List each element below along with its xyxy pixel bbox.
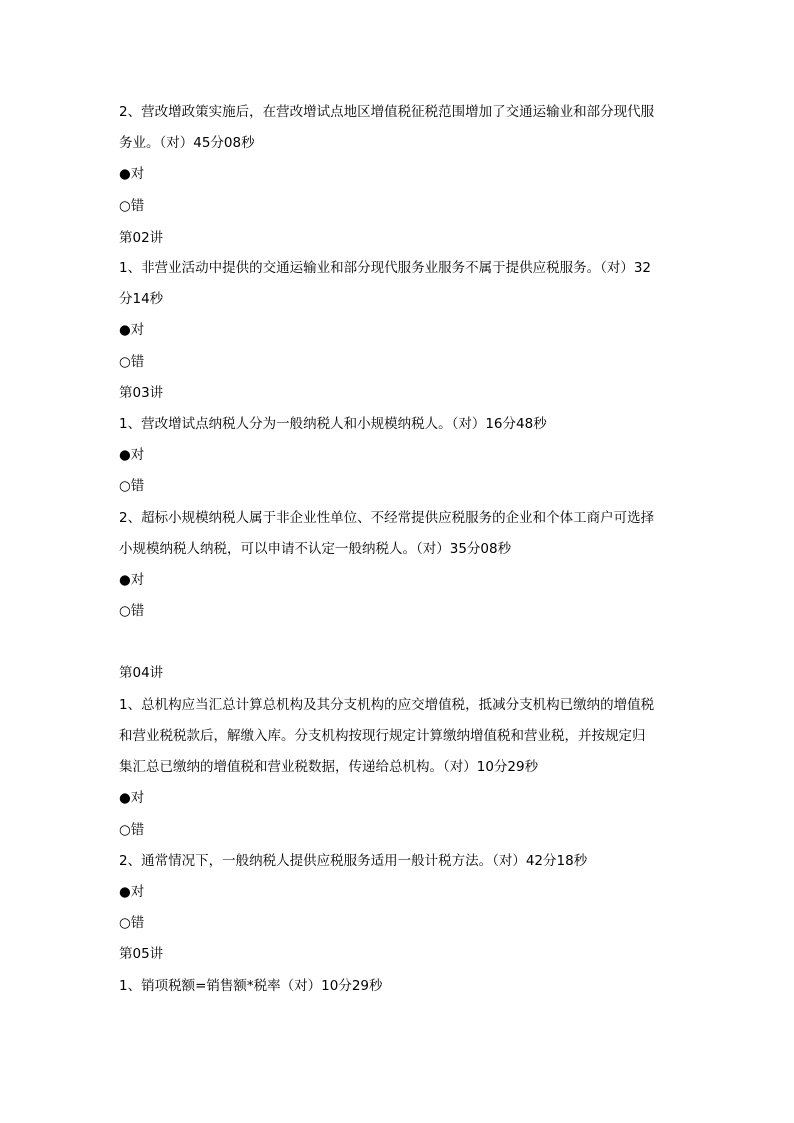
question-text: 1、营改增试点纳税人分为一般纳税人和小规模纳税人。（对）16分48秒: [119, 416, 547, 432]
option-false: ○错: [119, 478, 145, 494]
lecture-heading: 第03讲: [119, 385, 164, 401]
question-text: 1、总机构应当汇总计算总机构及其分支机构的应交增值税，抵减分支机构已缴纳的增值税: [119, 697, 655, 713]
option-true-selected: ●对: [119, 322, 145, 338]
lecture-heading: 第02讲: [119, 230, 164, 246]
question-text: 1、销项税额=销售额*税率（对）10分29秒: [119, 978, 383, 994]
lecture-heading: 第04讲: [119, 665, 164, 681]
question-text: 小规模纳税人纳税，可以申请不认定一般纳税人。（对）35分08秒: [119, 541, 512, 557]
option-true-selected: ●对: [119, 447, 145, 463]
option-true-selected: ●对: [119, 884, 145, 900]
question-text: 务业。（对）45分08秒: [119, 135, 255, 151]
question-text: 2、超标小规模纳税人属于非企业性单位、不经常提供应税服务的企业和个体工商户可选择: [119, 510, 655, 526]
option-false: ○错: [119, 603, 145, 619]
question-text: 2、通常情况下，一般纳税人提供应税服务适用一般计税方法。（对）42分18秒: [119, 853, 588, 869]
option-false: ○错: [119, 822, 145, 838]
question-text: 1、非营业活动中提供的交通运输业和部分现代服务业服务不属于提供应税服务。（对）32: [119, 260, 652, 276]
option-false: ○错: [119, 354, 145, 370]
option-true-selected: ●对: [119, 572, 145, 588]
question-text: 集汇总已缴纳的增值税和营业税数据，传递给总机构。（对）10分29秒: [119, 759, 539, 775]
option-true-selected: ●对: [119, 166, 145, 182]
lecture-heading: 第05讲: [119, 946, 164, 962]
question-text: 2、营改增政策实施后，在营改增试点地区增值税征税范围增加了交通运输业和部分现代服: [119, 104, 655, 120]
option-false: ○错: [119, 915, 145, 931]
question-text: 和营业税税款后，解缴入库。分支机构按现行规定计算缴纳增值税和营业税，并按规定归: [119, 728, 646, 744]
question-text: 分14秒: [119, 291, 164, 307]
option-false: ○错: [119, 198, 145, 214]
option-true-selected: ●对: [119, 790, 145, 806]
